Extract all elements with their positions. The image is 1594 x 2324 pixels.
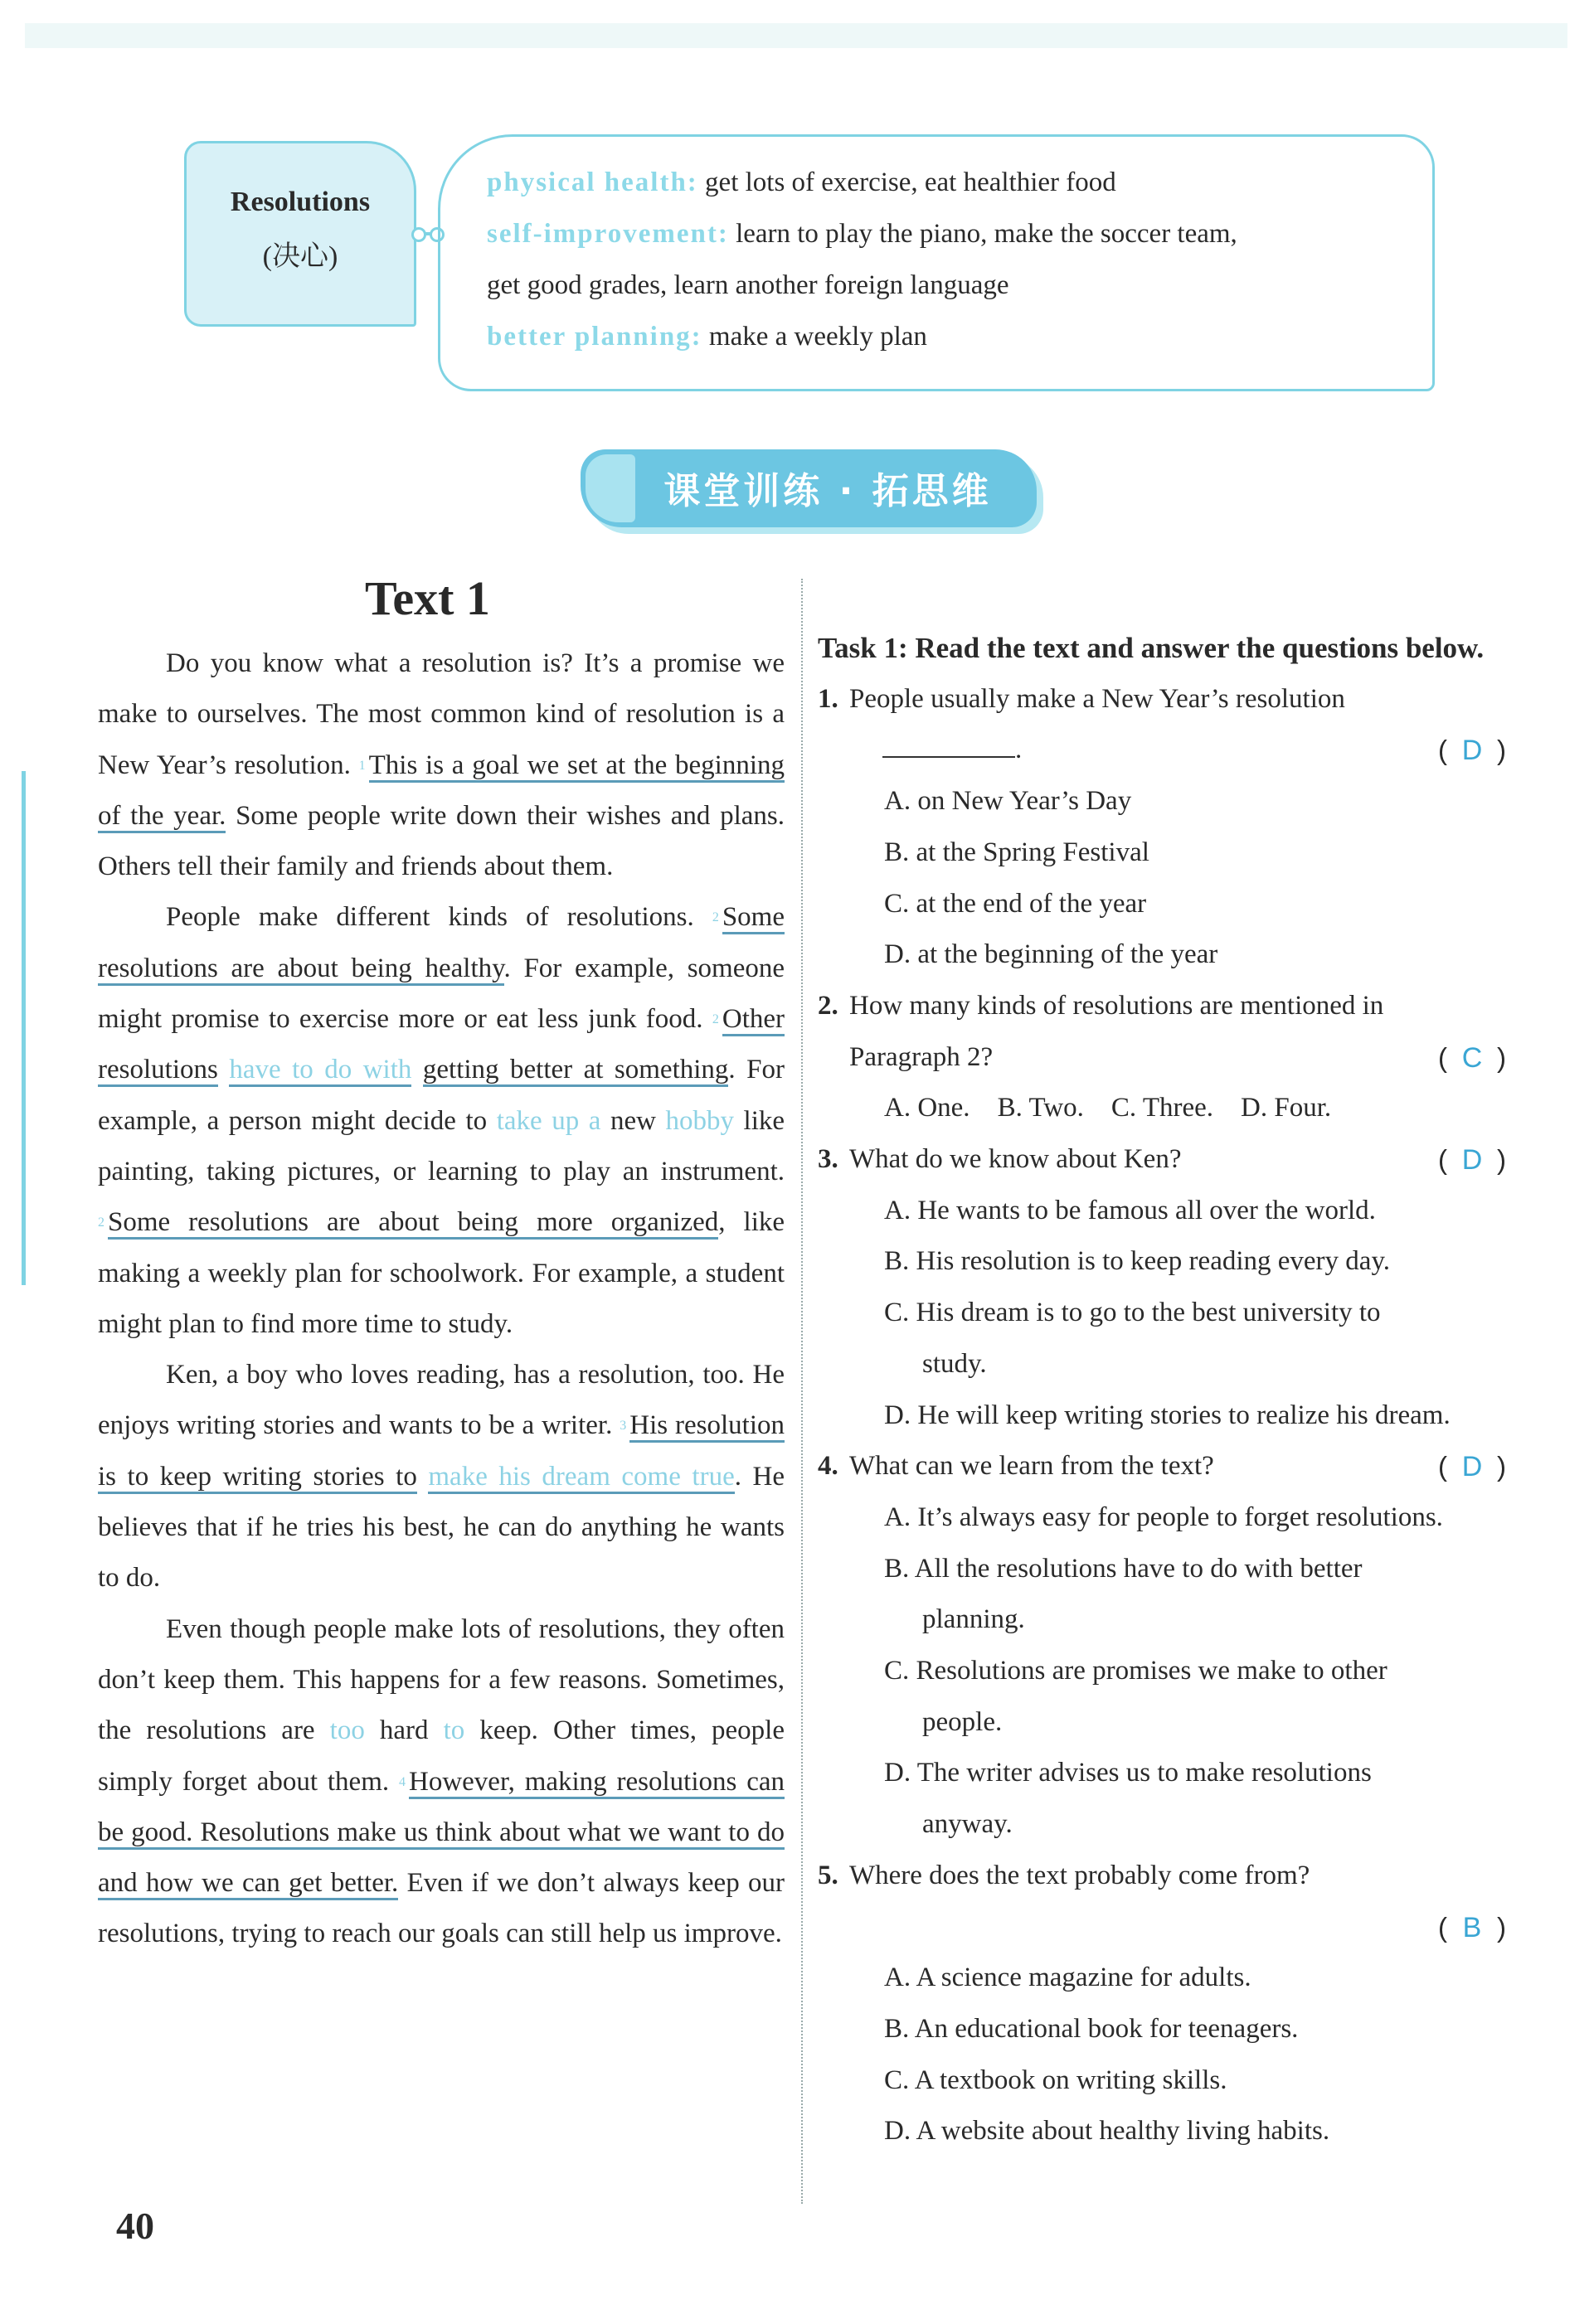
answer-bracket: ( D ) bbox=[1438, 735, 1506, 767]
detail-line-self-2: get good grades, learn another foreign language bbox=[487, 270, 1009, 300]
resolutions-title: Resolutions bbox=[230, 187, 371, 217]
question-stem: People usually make a New Year’s resolution bbox=[849, 683, 1345, 714]
paragraph-1: Do you know what a resolution is? It’s a promise we make to ourselves. The most common kind of resolution is a New Year’s resolution. $^1$ This is a goal we set at the beginning of the year. Some people write down their wishes and plans. Others tell their family and friends about them. bbox=[98, 648, 785, 882]
paragraph-2: People make different kinds of resolutions. $^2$ Some resolutions are about being healthy. For example, someone might promise to exercise more or eat less junk food. $^2$ Other resolutions have to do with getting better at something. For example, a person might decide to take up a new hobby like painting, taking pictures, or learning to play an instrument. $^2$ Some resolutions are about being more organized, like making a weekly plan for schoolwork. For example, a student might plan to find more time to study. bbox=[98, 902, 785, 1339]
paragraph-4: Even though people make lots of resolutions, they often don’t keep them. This happens for a few reasons. Sometimes, the resolutions are too hard to keep. Other times, people simply forget about them. $^4$ However, making resolutions can be good. Resolutions make us think about what we want to do and how we can get better. Even if we don’t always keep our resolutions, trying to reach our goals can still help us improve. bbox=[98, 1613, 785, 1949]
detail-line-self: self-improvement: learn to play the piano, make the soccer team, bbox=[487, 219, 1237, 249]
answer-bracket: ( D ) bbox=[1438, 1144, 1506, 1177]
option-cont: study. bbox=[922, 1348, 987, 1379]
option: D. The writer advises us to make resolutions bbox=[884, 1758, 1372, 1788]
question-2: 2. How many kinds of resolutions are mentioned in Paragraph 2? ( C ) A. One. B. Two. C. Three. D. Four. bbox=[818, 981, 1506, 1134]
answer-row: What do we know about Ken? ( D ) bbox=[849, 1134, 1506, 1186]
column-divider bbox=[801, 579, 804, 2204]
option: C. Resolutions are promises we make to other bbox=[884, 1656, 1387, 1686]
answer-row: . ( D ) bbox=[849, 725, 1506, 776]
option: C. His dream is to go to the best university to bbox=[884, 1298, 1381, 1328]
option-cont: anyway. bbox=[922, 1809, 1013, 1840]
answer-row: What can we learn from the text? ( D ) bbox=[849, 1441, 1506, 1492]
answer-bracket: ( C ) bbox=[1438, 1041, 1506, 1074]
option: D. He will keep writing stories to realize his dream. bbox=[884, 1400, 1451, 1430]
question-5: 5. Where does the text probably come from? ( B ) A. A science magazine for adults. B. An educational book for teenagers. C. A textbook on writing skills. D. A website about healthy living habits. bbox=[818, 1851, 1506, 2157]
task-title: Task 1: Read the text and answer the questions below. bbox=[818, 632, 1485, 664]
resolutions-details bbox=[438, 134, 1435, 391]
detail-line-physical: physical health: get lots of exercise, eat healthier food bbox=[487, 167, 1116, 197]
question-1: 1. People usually make a New Year’s resolution . ( D ) A. on New Year’s Day B. at the Spring Festival C. at the end of the year D. at the beginning of the year bbox=[818, 674, 1506, 981]
answer-bracket: ( B ) bbox=[1438, 1911, 1506, 1943]
option: D. at the beginning of the year bbox=[884, 939, 1218, 970]
option: A. on New Year’s Day bbox=[884, 786, 1132, 817]
spacer bbox=[818, 572, 1506, 623]
resolutions-subtitle: (决心) bbox=[262, 241, 338, 272]
option: A. A science magazine for adults. bbox=[884, 1963, 1251, 1993]
header-strip bbox=[25, 23, 1567, 48]
option-row: A. One. B. Two. C. Three. D. Four. bbox=[884, 1093, 1332, 1123]
option: C. A textbook on writing skills. bbox=[884, 2064, 1227, 2095]
resolutions-box bbox=[184, 141, 416, 327]
margin-tab bbox=[22, 771, 26, 1285]
page-number: 40 bbox=[116, 2205, 154, 2247]
detail-line-planning: better planning: make a weekly plan bbox=[487, 322, 927, 352]
option: B. An educational book for teenagers. bbox=[884, 2013, 1299, 2044]
option-cont: planning. bbox=[922, 1604, 1025, 1635]
option: D. A website about healthy living habits. bbox=[884, 2116, 1330, 2147]
reading-passage bbox=[98, 638, 785, 1960]
option: A. It’s always easy for people to forget resolutions. bbox=[884, 1502, 1443, 1532]
question-stem: Where does the text probably come from? bbox=[849, 1860, 1310, 1890]
answer-row bbox=[849, 1902, 1506, 1953]
option: B. His resolution is to keep reading every day. bbox=[884, 1246, 1391, 1277]
question-column bbox=[818, 572, 1506, 2157]
question-3: 3. What do we know about Ken? ( D ) A. He wants to be famous all over the world. B. His resolution is to keep reading every day. C. His dream is to go to the best university to study. D. He will keep writing stories to realize his dream. bbox=[818, 1134, 1506, 1441]
option: C. at the end of the year bbox=[884, 888, 1147, 919]
connector-dot bbox=[411, 227, 426, 242]
option-cont: people. bbox=[922, 1706, 1003, 1737]
answer-bracket: ( D ) bbox=[1438, 1451, 1506, 1483]
text1-title: Text 1 bbox=[365, 571, 490, 625]
question-4: 4. What can we learn from the text? ( D ) A. It’s always easy for people to forget resolutions. B. All the resolutions have to do with better planning. C. Resolutions are promises we make to other people. D. The writer advises us to make resolutions anyway. bbox=[818, 1441, 1506, 1851]
option: A. He wants to be famous all over the world. bbox=[884, 1195, 1376, 1225]
option: B. at the Spring Festival bbox=[884, 837, 1149, 867]
banner-text: 课堂训练 · 拓思维 bbox=[663, 470, 992, 512]
option: B. All the resolutions have to do with better bbox=[884, 1553, 1363, 1584]
paragraph-3: Ken, a boy who loves reading, has a resolution, too. He enjoys writing stories and wants to be a writer. $^3$ His resolution is to keep writing stories to make his dream come true. He believes that if he tries his best, he can do anything he wants to do. bbox=[98, 1360, 785, 1594]
answer-row: Paragraph 2? ( C ) bbox=[849, 1032, 1506, 1084]
question-stem: How many kinds of resolutions are mentioned in bbox=[849, 990, 1384, 1021]
answer-blank bbox=[882, 756, 1015, 758]
